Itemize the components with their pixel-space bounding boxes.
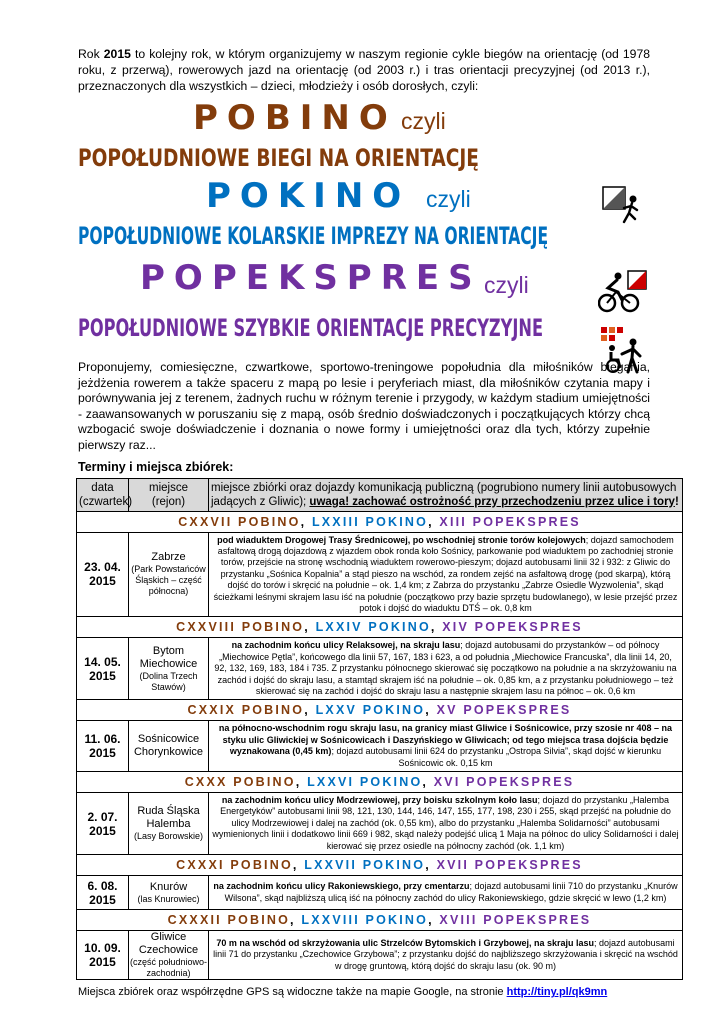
popekspres-edition: XVII POPEKSPRES [436, 858, 583, 873]
event-date: 2. 07. 2015 [77, 793, 129, 855]
pobino-edition: CXXVIII POBINO [176, 620, 305, 635]
table-row [77, 721, 683, 772]
wheelchair-icon [600, 326, 648, 374]
footer-text: Miejsca zbiórek oraz współrzędne GPS są widoczne także na mapie Google, na stronie http://tiny.pl/qk9mn [78, 986, 608, 999]
series-bar: CXXVIII POBINO, LXXIV POKINO, XIV POPEKSPRES [77, 617, 683, 638]
czyli-label: czyli [484, 272, 529, 298]
table-row [77, 532, 683, 617]
series-bar: CXXX POBINO, LXXVI POKINO, XVI POPEKSPRES [77, 772, 683, 793]
pokino-edition: LXXVI POKINO [307, 775, 423, 790]
event-date: 14. 05. 2015 [77, 638, 129, 700]
pobino-edition: CXXIX POBINO [187, 703, 305, 718]
schedule-table [76, 478, 683, 981]
place-note: (Park Powstańców Śląskich – część północna) [131, 564, 206, 597]
popekspres-edition: XIV POPEKSPRES [442, 620, 583, 635]
pobino-title: POBINO czyli [193, 98, 446, 138]
popekspres-edition: XV POPEKSPRES [436, 703, 572, 718]
event-place: Knurów (las Knurowiec) [129, 876, 209, 910]
event-date: 23. 04. 2015 [77, 532, 129, 617]
cyclist-icon [598, 270, 648, 314]
series-bar: CXXXII POBINO, LXXVIII POKINO, XVIII POPEKSPRES [77, 910, 683, 931]
header-desc: miejsce zbiórki oraz dojazdy komunikacją publiczną (pogrubiono numery linii autobusowych jadących z Gliwic); uwaga! zachować ostrożność przy przechodzeniu przez ulice i tory! [209, 478, 683, 511]
event-place: Sośnicowice Chorynkowice [129, 721, 209, 772]
place-note: (Dolina Trzech Stawów) [139, 670, 198, 692]
pokino-edition: LXXIV POKINO [315, 620, 431, 635]
event-place: Ruda Śląska Halemba (Lasy Borowskie) [129, 793, 209, 855]
event-date: 11. 06. 2015 [77, 721, 129, 772]
header-date: data (czwartek) [77, 478, 129, 511]
event-place: Bytom Miechowice (Dolina Trzech Stawów) [129, 638, 209, 700]
event-description: 70 m na wschód od skrzyżowania ulic Strzelców Bytomskich i Grzybowej, na skraju lasu; dojazd autobusami linii 71 do przystanku „Czechowice Grzybowa”; z przystanku dojść do najbliższego skrzyżowania i skręcić na wschód w drogę gruntową, którą dojść do skraju lasu (ok. 90 m) [209, 931, 683, 980]
event-description: pod wiaduktem Drogowej Trasy Średnicowej, po wschodniej stronie torów kolejowych; dojazd samochodem asfaltową drogą dojazdową z wjazdem obok ronda koło Sośnicy, parkowanie pod wiaduktem po zachodniej stronie torów, przejście na stronę wschodnią wiaduktem rowerowo-pieszym; dojazd autobusami linii 32 i 932: z Gliwic do przystanku „Sośnica Kopalnia” a stąd pieszo na wschód, za rondem zejść na asfaltową drogę (pod skarpą), którą dojść do torów i skręcić na południe – ok. 1,4 km; z Zabrza do przystanku „Zabrze Osiedle Wyzwolenia”, skąd ścieżkami leśnymi skrajem lasu iść na południe (początkowo przy bazie sprzętu budowlanego), w lesie przejść przez potok i dojść do wiaduktu DTŚ – ok. 0,8 km [209, 532, 683, 617]
pobino-edition: CXXXI POBINO [176, 858, 293, 873]
event-date: 10. 09. 2015 [77, 931, 129, 980]
pokino-edition: LXXV POKINO [315, 703, 426, 718]
table-row [77, 931, 683, 980]
event-description: na zachodnim końcu ulicy Relaksowej, na skraju lasu; dojazd autobusami do przystanków – od północy „Miechowice Pętla”, końcowego dla linii 57, 167, 183 i 623, a od południa „Miechowice Francuska”, dla linii 14, 20, 92, 132, 169, 183, 184 i 735. Z przystanku północnego skierować się początkowo na południe a na skrzyżowaniu na zachód i dojść do skraju lasu, a stamtąd skrajem iść na południe – ok. 0,85 km, a z przystanku południowego – też skierować się na zachód i dojść do skraju lasu a następnie skrajem lasu na północ – ok. 0,6 km [209, 638, 683, 700]
table-header [77, 478, 683, 511]
event-place: Zabrze (Park Powstańców Śląskich – część północna) [129, 532, 209, 617]
czyli-label: czyli [401, 108, 446, 134]
intro-paragraph: Rok 2015 to kolejny rok, w którym organizujemy w naszym regionie cykle biegów na orientację (od 1978 roku, z przerwą), rowerowych jazd na orientację (od 2003 r.) i tras orientacji precyzyjnej (od 2013 r.), przeznaczonych dla wszystkich – dzieci, młodzieży i osób dorosłych, czyli: [78, 47, 651, 93]
table-row [77, 876, 683, 910]
events-body [77, 511, 683, 980]
page [78, 46, 679, 999]
pokino-edition: LXXVIII POKINO [301, 913, 429, 928]
event-description: na północno-wschodnim rogu skraju lasu, na granicy miast Gliwice i Sośnicowice, przy szosie nr 408 – na styku ulic Gliwickiej w Sośnicowicach i Daszyńskiego w Gliwicach; od tego miejsca trasa dojścia będzie wyznakowana (0,45 km); dojazd autobusami linii 624 do przystanku „Ostropa Silvia”, skąd dojść w kierunku Sośnicowic ok. 0,15 km [209, 721, 683, 772]
czyli-label: czyli [426, 186, 471, 212]
pobino-edition: CXXVII POBINO [178, 514, 301, 529]
popekspres-edition: XVI POPEKSPRES [433, 775, 575, 790]
intro-year: 2015 [103, 47, 131, 61]
popekspres-edition: XVIII POPEKSPRES [439, 913, 592, 928]
event-place: Gliwice Czechowice (część południowo-zachodnia) [129, 931, 208, 979]
table-row [77, 793, 683, 855]
hero-section [78, 98, 650, 354]
pobino-edition: CXXX POBINO [184, 775, 296, 790]
header-place: miejsce (rejon) [129, 478, 209, 511]
runner-icon [602, 186, 644, 228]
series-bar: CXXVII POBINO, LXXIII POKINO, XIII POPEKSPRES [77, 511, 683, 532]
pobino-subtitle: POPOŁUDNIOWE BIEGI NA ORIENTACJĘ [78, 144, 479, 172]
pokino-edition: LXXVII POKINO [304, 858, 426, 873]
pokino-title: POKINO czyli [206, 176, 471, 216]
series-bar: CXXIX POBINO, LXXV POKINO, XV POPEKSPRES [77, 700, 683, 721]
place-note: (część południowo-zachodnia) [129, 957, 208, 979]
popekspres-title: POPEKSPRES czyli [140, 258, 529, 298]
safety-warning: uwaga! zachować ostrożność przy przechodzeniu przez ulice i tory [309, 495, 675, 508]
map-link[interactable]: http://tiny.pl/qk9mn [506, 986, 608, 999]
popekspres-subtitle: POPOŁUDNIOWE SZYBKIE ORIENTACJE PRECYZYJNE [78, 314, 544, 342]
event-date: 6. 08. 2015 [77, 876, 129, 910]
table-row [77, 638, 683, 700]
pokino-edition: LXXIII POKINO [311, 514, 429, 529]
pokino-subtitle: POPOŁUDNIOWE KOLARSKIE IMPREZY NA ORIENTACJĘ [78, 222, 549, 250]
event-description: na zachodnim końcu ulicy Modrzewiowej, przy boisku szkolnym koło lasu; dojazd do przystanku „Halemba Energetyków” autobusami linii 98, 121, 130, 144, 146, 147, 155, 177, 198, 230 i 255, skąd przejść na południe do ulicy Modrzewiowej i dalej na zachód (ok. 0,55 km), albo do przystanku „Halemba Solidarności” autobusami wymienionych linii i dodatkowo linii 669 i 982, skąd należy podejść ulicą 1 Maja na północ do ulicy Solidarności i dalej kierować się przez osiedle na północny zachód (ok. 1,1 km) [209, 793, 683, 855]
event-description: na zachodnim końcu ulicy Rakoniewskiego, przy cmentarzu; dojazd autobusami linii 710 do przystanku „Knurów Wilsona”, skąd najbliższą ulicą iść na północny zachód do ulicy Rakoniewskiego, gdzie skręcić w lewo (1,2 km) [209, 876, 683, 910]
description-paragraph: Proponujemy, comiesięczne, czwartkowe, sportowo-treningowe popołudnia dla miłośników biegania, jeżdżenia rowerem a także spaceru z mapą po lesie i peryferiach miast, dla miłośników czytania mapy i porównywania jej z terenem, żadnych ruchu w różnym terenie i przygody, w każdym stadium umiejętności - zaawansowanych w poruszaniu się z mapą, osób średnio doświadczonych i początkujących którzy chcą wzbogacić swoje doświadczenie i doznania o nowe formy i umiejętności oraz dla tych, którzy zupełnie pierwszy raz... [78, 360, 650, 452]
place-note: (las Knurowiec) [137, 893, 200, 904]
terms-title: Terminy i miejsca zbiórek: [78, 459, 234, 474]
popekspres-edition: XIII POPEKSPRES [439, 514, 581, 529]
series-bar: CXXXI POBINO, LXXVII POKINO, XVII POPEKSPRES [77, 855, 683, 876]
place-note: (Lasy Borowskie) [133, 831, 204, 842]
pobino-edition: CXXXII POBINO [167, 913, 291, 928]
